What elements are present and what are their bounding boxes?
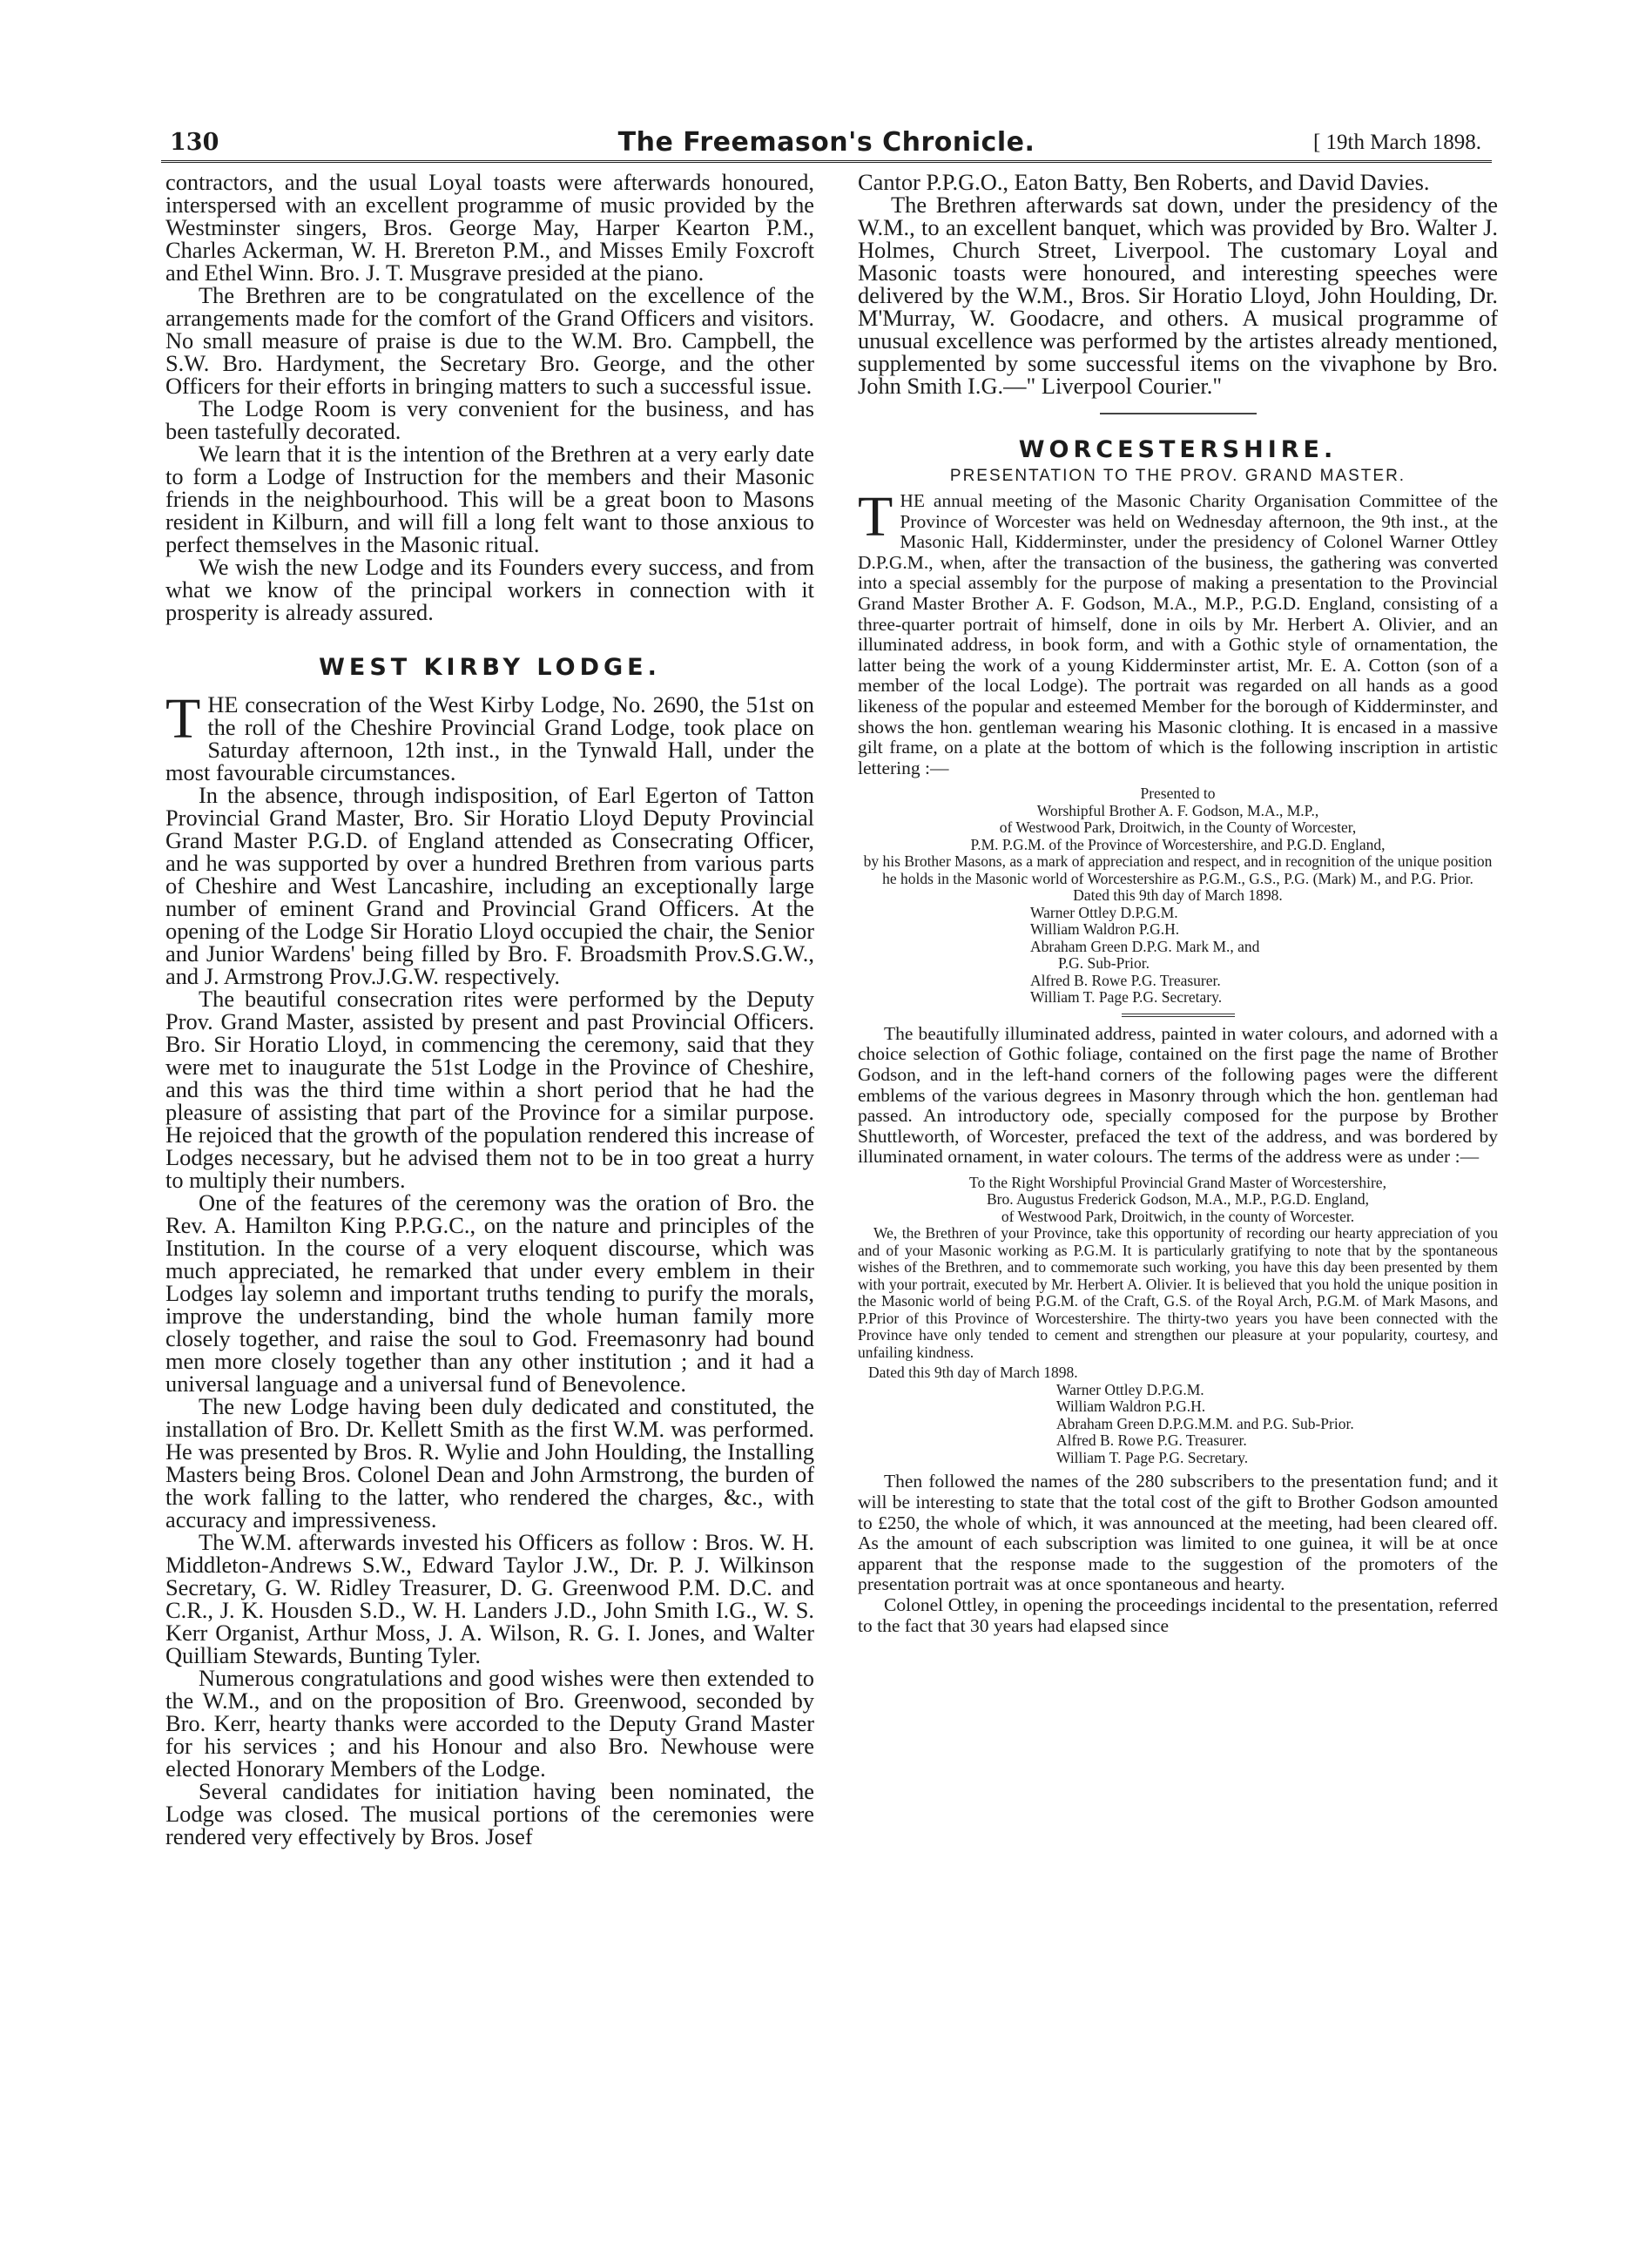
paragraph: The Brethren afterwards sat down, under the presidency of the W.M., to an excellent banquet, which was provided by Bro. Walter J. Holmes, Church Street, Liverpool. The customary Loyal and Masonic toasts were honoured, and interesting speeches were delivered by the W.M., Bros. Sir Horatio Lloyd, John Houlding, Dr. M'Murray, W. Goodacre, and others. A musical programme of unusual excellence was performed by the artistes already mentioned, supplemented by some successful items on the vivaphone by Bro. John Smith I.G.—" Liverpool Courier." [858,192,1498,399]
drop-cap: T [165,687,201,751]
inscription-date: Dated this 9th day of March 1898. [1073,886,1283,905]
section-subheading: PRESENTATION TO THE PROV. GRAND MASTER. [949,467,1406,485]
worcestershire-body [858,1472,1498,1636]
paragraph: The beautiful consecration rites were performed by the Deputy Prov. Grand Master, assisted by present and past Provincial Officers. Bro. Sir Horatio Lloyd, in commencing the ceremony, said that they were met to inaugurate the 51st Lodge in the Province of Cheshire, and this was the third time within a short period that he had the pleasure of assisting that part of the Province for a similar purpose. He rejoiced that the growth of the population rendered this increase of Lodges necessary, but he advised them not to be in too great a hurry to multiply their numbers. [165,986,814,1193]
page-header [161,122,1492,162]
paragraph: We learn that it is the intention of the Brethren at a very early date to form a Lodge of Instruction for the members and their Masonic friends in the neighbourhood. This will be a great boon to Masons resident in Kilburn, and will fill a long felt want to those anxious to perfect themselves in the Masonic ritual. [165,441,814,557]
section-heading-west-kirby: WEST KIRBY LODGE. [319,654,661,681]
publication-title: The Freemason's Chronicle. [617,127,1035,158]
left-column [165,171,814,1848]
paragraph: Cantor P.P.G.O., Eaton Batty, Ben Roberts, and David Davies. [858,169,1430,195]
paragraph: In the absence, through indisposition, of Earl Egerton of Tatton Provincial Grand Master, Bro. Sir Horatio Lloyd Deputy Provincial Grand Master P.G.D. of England attended as Consecrating Officer, and he was supported by over a hundred Brethren from various parts of Cheshire and West Lancashire, including an exceptionally large number of eminent Grand and Provincial Grand Officers. At the opening of the Lodge Sir Horatio Lloyd occupied the chair, the Senior and Junior Wardens' being filled by Bro. F. Broadsmith Prov.S.G.W., and J. Armstrong Prov.J.G.W. respectively. [165,782,814,989]
paragraph-drop-cap [858,485,1498,778]
inscription-line: Presented to [1140,785,1216,803]
signatory: William T. Page P.G. Secretary. [1030,988,1223,1007]
address-line: Bro. Augustus Frederick Godson, M.A., M.P., P.G.D. England, [987,1190,1369,1209]
paragraph: The new Lodge having been duly dedicated and constituted, the installation of Bro. Dr. Kellett Smith as the first W.M. was performed. He was presented by Bros. R. Wylie and John Houlding, the Installing Masters being Bros. Colonel Dean and John Armstrong, the burden of the work falling to the latter, who rendered the charges, &c., with accuracy and impressiveness. [165,1393,814,1532]
signatory: Warner Ottley D.P.G.M. [1056,1380,1204,1398]
address-date: Dated this 9th day of March 1898. [868,1364,1078,1382]
section-heading-worcestershire: WORCESTERSHIRE. [1018,436,1338,463]
signatory: Abraham Green D.P.G.M.M. and P.G. Sub-Prior. [1056,1414,1354,1432]
signatory: William Waldron P.G.H. [1030,920,1180,939]
paragraph: The Lodge Room is very convenient for the business, and has been tastefully decorated. [165,395,814,444]
paragraph: Then followed the names of the 280 subscribers to the presentation fund; and it will be interesting to state that the total cost of the gift to Brother Godson amounted to £250, the whole of which, it was announced at the meeting, had been cleared off. As the amount of each subscription was limited to one guinea, it will be at once apparent that the response made to the suggestion of the promoters of the presentation portrait was at once spontaneous and hearty. [858,1471,1498,1595]
paragraph-text: HE annual meeting of the Masonic Charity Organisation Committee of the Province of Worcester was held on Wednesday afternoon, the 9th inst., at the Masonic Hall, Kidderminster, under the presidency of Colonel Warner Ottley D.P.G.M., when, after the transaction of the business, the gathering was converted into a special assembly for the purpose of making a presentation to the Provincial Grand Master Brother A. F. Godson, M.A., M.P., P.G.D. England, consisting of a three-quarter portrait of himself, done in oils by Mr. Herbert A. Olivier, and an illuminated address, in book form, and with a Gothic style of ornamentation, the latter being the work of a young Kidderminster artist, Mr. E. A. Cotton (son of a member of the local Lodge). The portrait was regarded on all hands as a good likeness of the popular and esteemed Member for the borough of Kidderminster, and shows the hon. gentleman wearing his Masonic clothing. It is encased in a massive gilt frame, on a plate at the bottom of which is the following inscription in artistic lettering :— [858,490,1498,778]
paragraph: The beautifully illuminated address, painted in water colours, and adorned with a choice selection of Gothic foliage, contained on the first page the name of Brother Godson, and in the left-hand corners of the following pages were the different emblems of the various degrees in Masonry through which the hon. gentleman had passed. An introductory ode, specially composed for the purpose by Brother Shuttleworth, of Worcester, prefaced the text of the address, and was bordered by illuminated ornament, in water colours. The terms of the address were as under :— [858,1022,1498,1168]
signatory: Alfred B. Rowe P.G. Treasurer. [1030,971,1221,989]
right-column [858,171,1498,1636]
inscription-block [858,785,1498,1007]
signatory-continued: P.G. Sub-Prior. [1058,954,1150,973]
signatory: Warner Ottley D.P.G.M. [1030,903,1178,921]
signatory: Abraham Green D.P.G. Mark M., and [1030,937,1260,955]
header-rule [161,160,1492,163]
paragraph: Several candidates for initiation having been nominated, the Lodge was closed. The musical portions of the ceremonies were rendered very effectively by Bros. Josef [165,1778,814,1849]
address-line: To the Right Worshipful Provincial Grand Master of Worcestershire, [969,1173,1386,1191]
paragraph-drop-cap [165,687,814,785]
worcestershire-body [858,485,1498,778]
address-line: of Westwood Park, Droitwich, in the county of Worcester. [1001,1207,1355,1225]
inscription-line: Worshipful Brother A. F. Godson, M.A., M.P., [1036,801,1319,819]
worcestershire-body [858,1024,1498,1168]
signatory: William T. Page P.G. Secretary. [1056,1448,1249,1466]
inscription-line: P.M. P.G.M. of the Province of Worcestershire, and P.G.D. England, [970,835,1386,853]
paragraph: Numerous congratulations and good wishes were then extended to the W.M., and on the proposition of Bro. Greenwood, seconded by Bro. Kerr, hearty thanks were accorded to the Deputy Grand Master for his services ; and his Honour and also Bro. Newhouse were elected Honorary Members of the Lodge. [165,1665,814,1782]
issue-date: [ 19th March 1898. [1312,131,1481,154]
paragraph: contractors, and the usual Loyal toasts were afterwards honoured, interspersed with an excellent programme of music provided by the Westminster singers, Bros. George May, Harper Kearton P.M., Charles Ackerman, W. H. Brereton P.M., and Misses Emily Foxcroft and Ethel Winn. Bro. J. T. Musgrave presided at the piano. [165,169,814,286]
address-block [858,1175,1498,1467]
address-text: We, the Brethren of your Province, take this opportunity of recording our hearty appreciation of you and of your Masonic working as P.G.M. It is particularly gratifying to note that by the spontaneous wishes of the Brethren, and to commemorate such working, you have this day been presented by them with your portrait, executed by Mr. Herbert A. Olivier. It is believed that you hold the unique position in the Masonic world of being P.G.M. of the Craft, G.S. of the Royal Arch, P.G.M. of Mark Masons, and P.Prior of this Province of Worcestershire. The thirty-two years you have been connected with the Province have only tended to cement and strengthen our pleasure at your popularity, courtesy, and unfailing kindness. [858,1224,1498,1361]
paragraph: We wish the new Lodge and its Founders every success, and from what we know of the principal workers in connection with it prosperity is already assured. [165,554,814,625]
paragraph-text: HE consecration of the West Kirby Lodge, No. 2690, the 51st on the roll of the Cheshire Provincial Grand Lodge, took place on Saturday afternoon, 12th inst., in the Tynwald Hall, under the most favourable circumstances. [165,691,814,785]
inscription-line: by his Brother Masons, as a mark of appreciation and respect, and in recognition of the unique position he holds in the Masonic world of Worcestershire as P.G.M., G.S., P.G. (Mark) M., and P.G. Prior. [863,852,1493,887]
drop-cap: T [858,485,893,549]
paragraph: The W.M. afterwards invested his Officers as follow : Bros. W. H. Middleton-Andrews S.W., Edward Taylor J.W., Dr. P. J. Wilkinson Secretary, G. W. Ridley Treasurer, D. G. Greenwood P.M. D.C. and C.R., J. K. Housden S.D., W. H. Landers J.D., John Smith I.G., W. S. Kerr Organist, Arthur Moss, J. A. Wilson, R. G. I. Jones, and Walter Quilliam Stewards, Bunting Tyler. [165,1529,814,1668]
paragraph: The Brethren are to be congratulated on the excellence of the arrangements made for the comfort of the Grand Officers and visitors. No small measure of praise is due to the W.M. Bro. Campbell, the S.W. Bro. Hardyment, the Secretary Bro. George, and the other Officers for their efforts in bringing matters to such a successful issue. [165,282,814,399]
inscription-line: of Westwood Park, Droitwich, in the County of Worcester, [999,818,1357,837]
signatory: Alfred B. Rowe P.G. Treasurer. [1056,1431,1247,1450]
paragraph: Colonel Ottley, in opening the proceedings incidental to the presentation, referred to the fact that 30 years had elapsed since [858,1594,1498,1636]
signatory: William Waldron P.G.H. [1056,1398,1206,1416]
paragraph: One of the features of the ceremony was the oration of Bro. the Rev. A. Hamilton King P.P.G.C., on the nature and principles of the Institution. In the course of a very eloquent discourse, which was much appreciated, he remarked that under every emblem in their Lodges lay solemn and important truths tending to purify the morals, improve the understanding, bind the whole human family more closely together, and raise the soul to God. Freemasonry had bound men more closely together than any other institution ; and it had a universal language and a universal fund of Benevolence. [165,1189,814,1397]
page-number: 130 [170,129,219,156]
